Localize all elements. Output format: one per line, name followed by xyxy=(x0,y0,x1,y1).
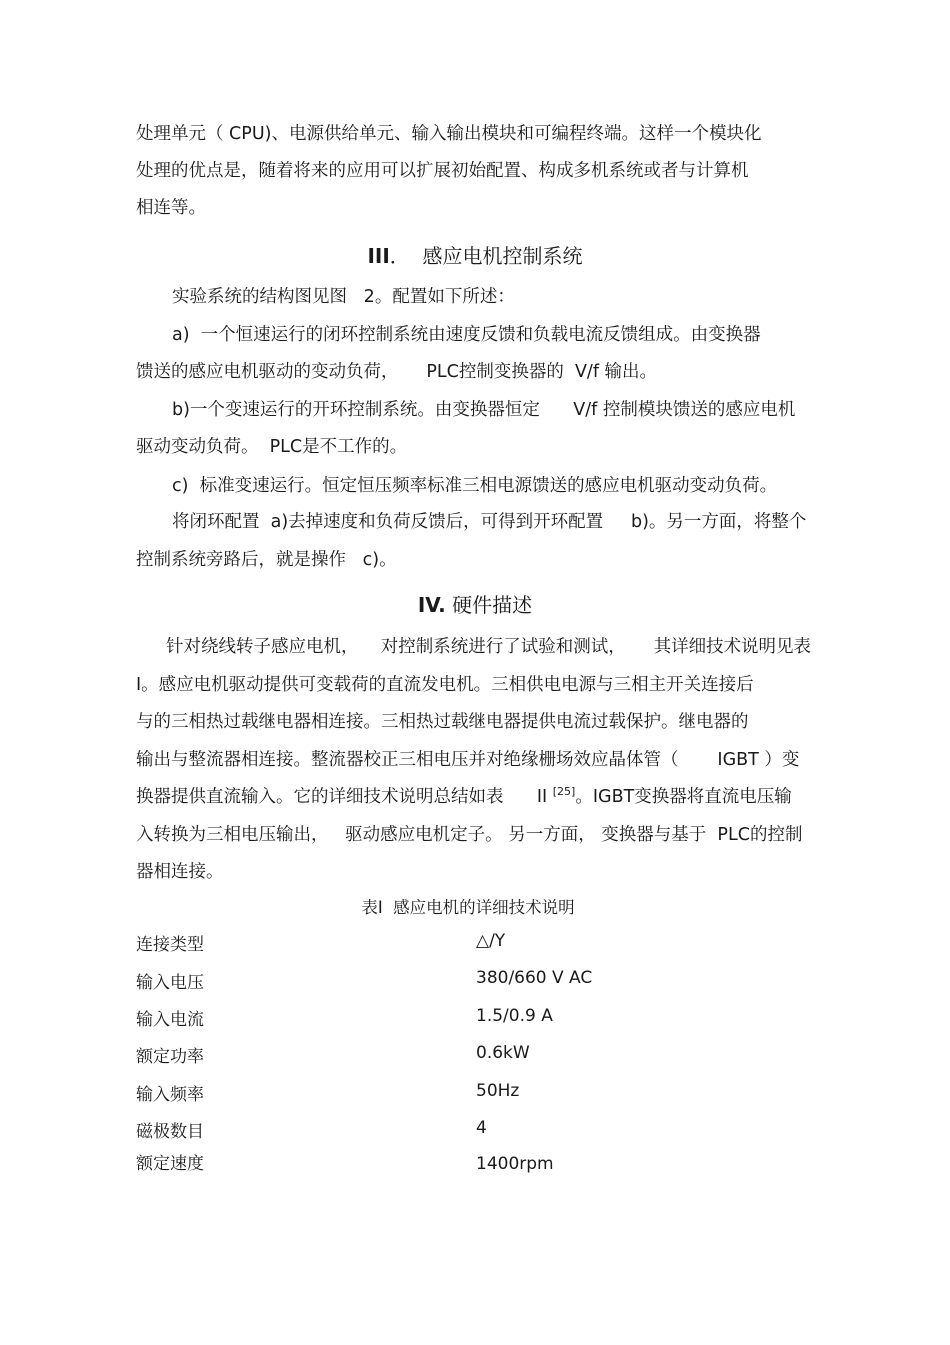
table-row-label: 磁极数目 xyxy=(136,1122,204,1142)
table-row-label: 输入电流 xyxy=(136,1010,204,1030)
s3-line-8: 控制系统旁路后，就是操作 c)。 xyxy=(136,550,397,570)
section-3-number: III xyxy=(367,244,390,268)
table-row-label: 连接类型 xyxy=(136,935,204,955)
table-row-value: 50Hz xyxy=(476,1081,520,1101)
table-row-label: 额定功率 xyxy=(136,1047,204,1067)
citation-ref: [25] xyxy=(552,785,576,798)
section-3-title: ． 感应电机控制系统 xyxy=(389,244,583,268)
section-4-number: IV. xyxy=(417,593,446,617)
s3-line-1: 实验系统的结构图见图 2。配置如下所述： xyxy=(172,287,515,307)
s3-line-5: 驱动变动负荷。 PLC是不工作的。 xyxy=(136,437,408,457)
table-row-label: 额定速度 xyxy=(136,1154,204,1174)
table-row-value: 1.5/0.9 A xyxy=(476,1006,553,1026)
section-4-heading xyxy=(0,591,950,619)
table-row-label: 输入电压 xyxy=(136,973,204,993)
table-caption: 表I 感应电机的详细技术说明 xyxy=(361,898,575,917)
intro-line-1: 处理单元（ CPU)、电源供给单元、输入输出模块和可编程终端。这样一个模块化 xyxy=(136,124,762,144)
s4-line-5-text-end: 。IGBT变换器将直流电压输 xyxy=(575,787,792,807)
section-3-heading xyxy=(0,242,950,270)
s4-line-5 xyxy=(136,785,792,809)
intro-line-2: 处理的优点是，随着将来的应用可以扩展初始配置、构成多机系统或者与计算机 xyxy=(136,161,749,181)
s3-line-6: c) 标准变速运行。恒定恒压频率标准三相电源馈送的感应电机驱动变动负荷。 xyxy=(172,476,778,496)
table-row-value: 4 xyxy=(476,1118,487,1138)
s3-line-3: 馈送的感应电机驱动的变动负荷， PLC控制变换器的 V/f 输出。 xyxy=(136,362,658,382)
s4-line-6: 入转换为三相电压输出， 驱动感应电机定子。 另一方面， 变换器与基于 PLC的控制 xyxy=(136,825,803,845)
s4-line-4: 输出与整流器相连接。整流器校正三相电压并对绝缘栅场效应晶体管（ IGBT ）变 xyxy=(136,750,800,770)
table-row-value: 0.6kW xyxy=(476,1043,530,1063)
s4-line-7: 器相连接。 xyxy=(136,862,224,882)
s4-line-3: 与的三相热过载继电器相连接。三相热过载继电器提供电流过载保护。继电器的 xyxy=(136,712,749,732)
s3-line-2: a) 一个恒速运行的闭环控制系统由速度反馈和负载电流反馈组成。由变换器 xyxy=(172,325,761,345)
section-4-title: 硬件描述 xyxy=(445,593,533,617)
s4-line-5-text: 换器提供直流输入。它的详细技术说明总结如表 II xyxy=(136,787,553,807)
table-row-label: 输入频率 xyxy=(136,1085,204,1105)
s3-line-4: b)一个变速运行的开环控制系统。由变换器恒定 V/f 控制模块馈送的感应电机 xyxy=(172,400,796,420)
table-row-value: 1400rpm xyxy=(476,1154,554,1174)
intro-line-3: 相连等。 xyxy=(136,198,206,218)
s3-line-7: 将闭环配置 a)去掉速度和负荷反馈后，可得到开环配置 b)。另一方面，将整个 xyxy=(172,512,807,532)
s4-line-2: I。感应电机驱动提供可变载荷的直流发电机。三相供电电源与三相主开关连接后 xyxy=(136,675,754,695)
s4-line-1: 针对绕线转子感应电机， 对控制系统进行了试验和测试， 其详细技术说明见表 xyxy=(166,637,812,657)
table-row-value: 380/660 V AC xyxy=(476,968,593,988)
table-row-value: △/Y xyxy=(476,931,506,951)
